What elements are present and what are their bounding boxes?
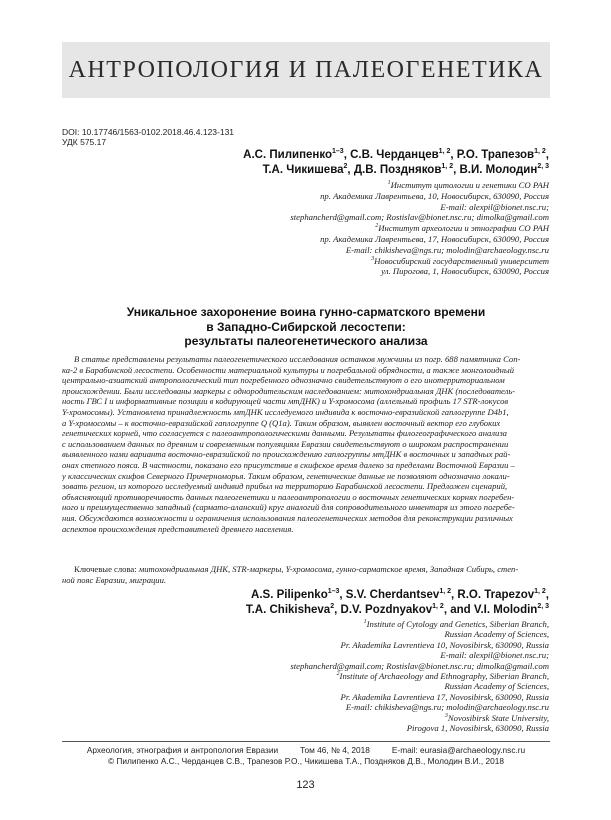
title-line: результаты палеогенетического анализа bbox=[184, 334, 428, 348]
abstract-line: Y-хромосомы). Установлена принадлежность мтДНК исследуемого индивида к восточно-евразийской гаплогруппе D4b1, bbox=[62, 406, 509, 417]
keywords-text: митохондриальная ДНК, STR-маркеры, Y-хромосома, гунно-сарматское время, Западная Сибирь, степ- bbox=[138, 564, 519, 574]
abstract-line: выявленного нами варианта восточно-евразийской по происхождению гаплогруппы мтДНК в восточных и западных рай- bbox=[62, 449, 511, 460]
abstract-line: ность ГВС I и информативные позиции в кодирующей части мтДНК) и Y-хромосома (аллельный профиль 17 STR-локусов bbox=[62, 396, 509, 407]
author-name: D.V. Pozdnyakov bbox=[340, 604, 433, 616]
author-name: Д.В. Поздняков bbox=[353, 164, 442, 176]
affiliation-line: Russian Academy of Sciences, bbox=[444, 629, 549, 640]
affiliation-line: E-mail: chikisheva@ngs.ru; molodin@archaeology.nsc.ru bbox=[345, 702, 549, 713]
doi-link[interactable]: DOI: 10.17746/1563-0102.2018.46.4.123-131 bbox=[62, 127, 235, 137]
author-name: Т.А. Чикишева bbox=[262, 164, 344, 176]
abstract-line: генетических корней, что согласуется с палеоантропологическими данными. Результаты филогеографического анализа bbox=[62, 428, 507, 439]
affiliation-line: $^2$Институт археологии и этнографии СО РАН bbox=[375, 223, 549, 234]
affiliation-mark: 1 bbox=[387, 180, 391, 187]
abstract-line: ка-2 в Барабинской лесостепи. Особенности материальной культуры и погребальной обрядности, а также монголоидный bbox=[62, 364, 514, 375]
abstract-line: центрально-азиатский антропологический тип погребенного однозначно свидетельствуют о его инотерриториальном bbox=[62, 375, 505, 386]
journal-name: Археология, этнография и антропология Евразии bbox=[86, 745, 279, 755]
affiliation-line: Russian Academy of Sciences, bbox=[444, 681, 549, 692]
author-affiliation-mark: 1, 2 bbox=[432, 603, 444, 611]
abstract-line: а Y-хромосомы – к восточно-евразийской гаплогруппе Q (Q1a). Таким образом, выявлен восточный вектор его глубоких bbox=[62, 417, 501, 428]
author-affiliation-mark: 2 bbox=[330, 603, 335, 611]
keywords-line: ной пояс Евразии, миграции. bbox=[62, 574, 167, 585]
affiliation-line: $^3$Novosibirsk State University, bbox=[444, 712, 549, 723]
affiliation-mark: 2 bbox=[375, 223, 379, 230]
author-affiliation-mark: 1, 2 bbox=[534, 148, 546, 156]
affiliation-line: stephancherd@gmail.com; Rostislav@bionet.nsc.ru; dimolka@gmail.com bbox=[290, 212, 549, 223]
affiliation-line: Pr. Akademika Lavrentieva 10, Novosibirsk, 630090, Russia bbox=[340, 639, 549, 650]
footer-divider bbox=[62, 741, 550, 742]
journal-email[interactable]: E-mail: eurasia@archaeology.nsc.ru bbox=[391, 745, 526, 755]
abstract-line: В статье представлены результаты палеогенетического исследования останков мужчины из погр. 688 памятника Соп- bbox=[74, 354, 521, 364]
author-name: С.В. Черданцев bbox=[350, 149, 439, 161]
author-name: A.S. Pilipenko bbox=[251, 589, 328, 601]
author-name: R.O. Trapezov bbox=[457, 589, 535, 601]
affiliation-line: E-mail: chikisheva@ngs.ru; molodin@archaeology.nsc.ru bbox=[345, 244, 549, 255]
author-affiliation-mark: 1, 2 bbox=[441, 163, 454, 171]
article-title bbox=[62, 305, 550, 349]
affiliation-line: пр. Академика Лаврентьева, 10, Новосибирск, 630090, Россия bbox=[320, 190, 549, 201]
keywords bbox=[62, 564, 550, 585]
affiliations-ru bbox=[219, 180, 549, 277]
author-affiliation-mark: 1–3 bbox=[332, 148, 344, 156]
footer-copyright: © Пилипенко А.С., Черданцев С.В., Трапезов Р.О., Чикишева Т.А., Поздняков Д.В., Молодин В.И., 2018 bbox=[108, 756, 504, 766]
section-banner bbox=[62, 42, 550, 98]
author-affiliation-mark: 2, 3 bbox=[537, 603, 549, 611]
affiliation-line: E-mail: alexpil@bionet.nsc.ru; bbox=[440, 650, 549, 661]
affiliation-line: $^1$Institute of Cytology and Genetics, Siberian Branch, bbox=[363, 619, 549, 629]
affiliation-line: $^3$Новосибирский государственный университет bbox=[371, 255, 549, 266]
abstract-line: аспектов происхождения представителей древнего населения. bbox=[62, 523, 294, 534]
title-line: Уникальное захоронение воина гунно-сарматского времени bbox=[126, 305, 486, 319]
affiliation-line: $^2$Institute of Archaeology and Ethnography, Siberian Branch, bbox=[336, 671, 549, 682]
author-affiliation-mark: 1, 2 bbox=[438, 148, 451, 156]
author-affiliation-mark: 1, 2 bbox=[439, 588, 452, 596]
title-line: в Западно-Сибирской лесостепи: bbox=[206, 319, 406, 334]
keywords-line bbox=[62, 564, 550, 575]
abstract-line: ного и преимущественно западный (сармато-аланский) круг аналогий для сопроводительного инвентаря из этого погребе- bbox=[62, 502, 515, 513]
author-affiliation-mark: 1, 2 bbox=[534, 588, 546, 596]
abstract-line: происхождении. Были исследованы маркеры с однородительским наследованием: митохондриальная ДНК (последователь- bbox=[62, 385, 516, 396]
authors-ru-line2: Т.А. Чикишева$^2$, Д.В. Поздняков$^{1, 2}$, В.И. Молодин$^{2, 3}$ bbox=[262, 163, 549, 176]
author-name: А.С. Пилипенко bbox=[243, 149, 332, 161]
affiliations-en bbox=[219, 619, 549, 733]
abstract-line: зовать регион, из которого исследуемый индивид прибыл на территорию Барабинской лесостепи. Предложен сценарий, bbox=[62, 481, 508, 492]
author-name: S.V. Cherdantsev bbox=[345, 589, 440, 601]
affiliation-line: ул. Пирогова, 1, Новосибирск, 630090, Россия bbox=[381, 266, 549, 277]
abstract-line: объясняющий противоречивость данных палеогенетики и палеоантропологии о восточных генетических корнях погребен- bbox=[62, 491, 515, 502]
affiliation-line: Pirogova 1, Novosibirsk, 630090, Russia bbox=[406, 723, 549, 734]
affiliation-line: пр. Академика Лаврентьева, 17, Новосибирск, 630090, Россия bbox=[320, 233, 549, 244]
affiliation-line: E-mail: alexpil@bionet.nsc.ru; bbox=[440, 201, 549, 212]
affiliation-mark: 3 bbox=[371, 255, 375, 262]
section-title: АНТРОПОЛОГИЯ И ПАЛЕОГЕНЕТИКА bbox=[68, 56, 544, 83]
authors-en-line1: A.S. Pilipenko$^{1-3}$, S.V. Cherdantsev$^{1, 2}$, R.O. Trapezov$^{1, 2}$, bbox=[251, 588, 549, 601]
journal-volume: Том 46, № 4, 2018 bbox=[300, 745, 370, 755]
affiliation-mark: 1 bbox=[363, 619, 367, 626]
author-affiliation-mark: 2, 3 bbox=[537, 163, 549, 171]
author-name: V.I. Molodin bbox=[473, 604, 538, 616]
footer-journal-line bbox=[62, 745, 550, 755]
author-affiliation-mark: 1–3 bbox=[327, 588, 340, 596]
abstract-line: онах степного пояса. В частности, показано его присутствие в скифское время далеко за пределами Восточной Евразии – bbox=[62, 459, 515, 470]
abstract-line: у классических скифов Северного Причерноморья. Таким образом, генетические данные не позволяют однозначно локали- bbox=[62, 470, 510, 481]
affiliation-mark: 3 bbox=[444, 712, 448, 719]
affiliation-mark: 2 bbox=[336, 671, 340, 678]
keywords-label: Ключевые слова: bbox=[74, 564, 139, 574]
authors-en-line2: T.A. Chikisheva$^2$, D.V. Pozdnyakov$^{1, 2}$, and V.I. Molodin$^{2, 3}$ bbox=[245, 603, 549, 616]
abstract bbox=[62, 354, 550, 534]
abstract-line: с использованием данных по древним и современным популяциям Евразии свидетельствуют о широком распространении bbox=[62, 438, 509, 449]
udk-code: УДК 575.17 bbox=[62, 137, 107, 147]
author-affiliation-mark: 2 bbox=[343, 163, 348, 171]
author-name: В.И. Молодин bbox=[459, 164, 538, 176]
affiliation-line: $^1$Институт цитологии и генетики СО РАН bbox=[387, 180, 549, 190]
abstract-line: ния. Обсуждаются возможности и ограничения использования палеогенетических методов для реконструкции различных bbox=[62, 512, 513, 523]
authors-ru-line1: А.С. Пилипенко$^{1-3}$, С.В. Черданцев$^{1, 2}$, Р.О. Трапезов$^{1, 2}$, bbox=[243, 148, 549, 161]
affiliation-line: stephancherd@gmail.com; Rostislav@bionet.nsc.ru; dimolka@gmail.com bbox=[290, 660, 549, 671]
author-name: T.A. Chikisheva bbox=[245, 604, 331, 616]
affiliation-line: Pr. Akademika Lavrentieva 17, Novosibirsk, 630090, Russia bbox=[340, 691, 549, 702]
page-number: 123 bbox=[296, 779, 315, 791]
author-name: Р.О. Трапезов bbox=[456, 149, 535, 161]
